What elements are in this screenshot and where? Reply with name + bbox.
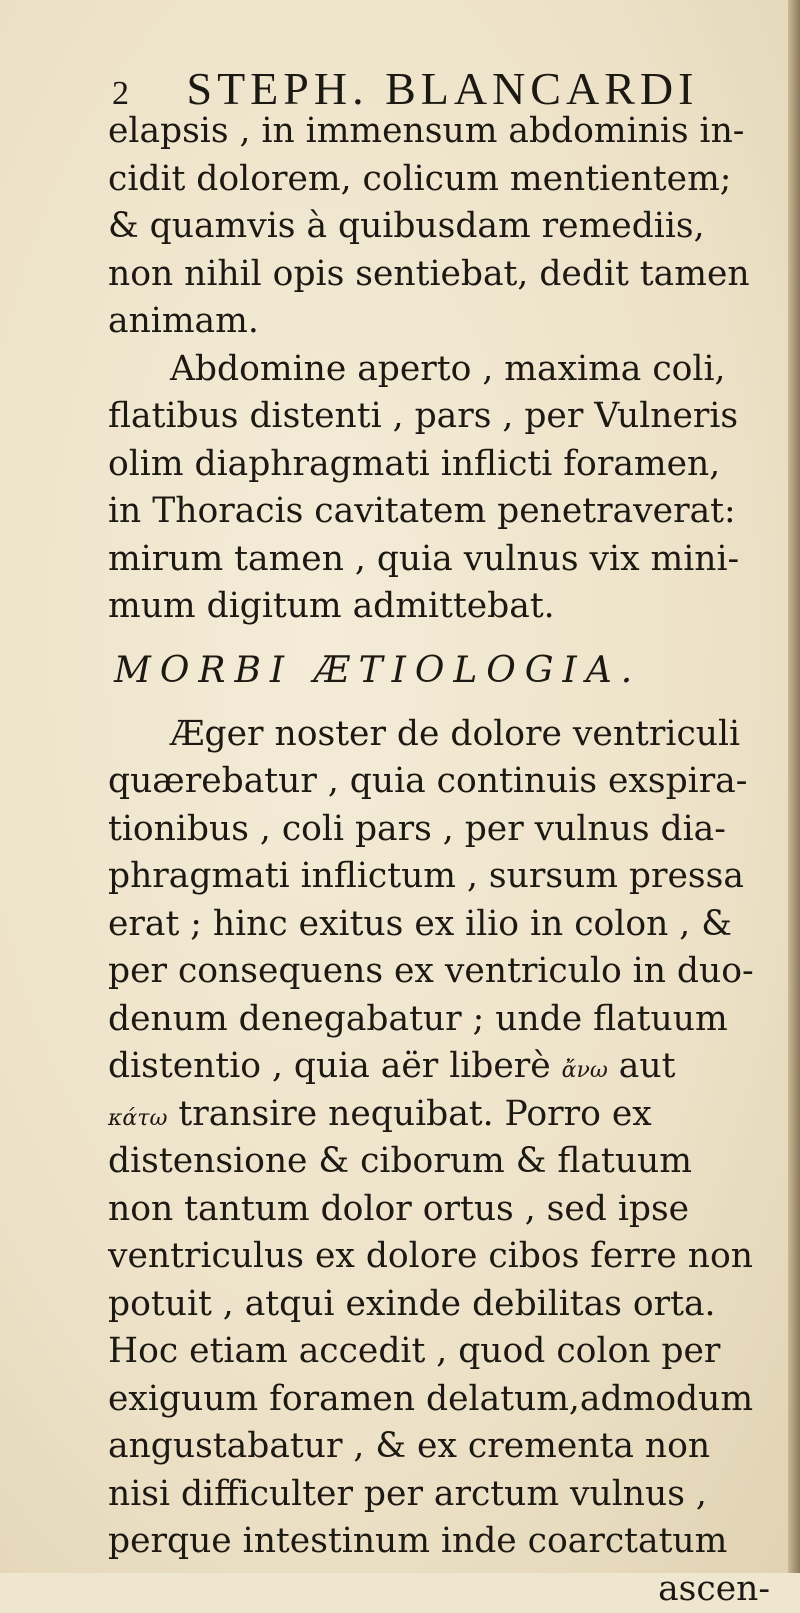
text-line: quærebatur , quia continuis exspira- — [108, 758, 788, 806]
text-line: mum digitum admittebat. — [108, 583, 788, 631]
text-segment: distentio , quia aër liberè — [108, 1046, 562, 1086]
text-line: olim diaphragmati inflicti foramen, — [108, 441, 788, 489]
text-line: distensione & ciborum & flatuum — [108, 1138, 788, 1186]
catchword: ascen- — [108, 1566, 788, 1613]
text-line: elapsis , in immensum abdominis in- — [108, 108, 788, 156]
text-line: flatibus distenti , pars , per Vulneris — [108, 393, 788, 441]
text-line: & quamvis à quibusdam remediis, — [108, 203, 788, 251]
section-heading: MORBI ÆTIOLOGIA. — [108, 631, 788, 711]
text-line: animam. — [108, 298, 788, 346]
text-line: potuit , atqui exinde debilitas orta. — [108, 1281, 788, 1329]
text-line: mirum tamen , quia vulnus vix mini- — [108, 536, 788, 584]
greek-word: ἄνω — [562, 1058, 608, 1083]
text-line: perque intestinum inde coarctatum — [108, 1518, 788, 1566]
running-title: STEPH. BLANCARDI — [187, 63, 699, 114]
text-line: non tantum dolor ortus , sed ipse — [108, 1186, 788, 1234]
text-line: nisi difficulter per arctum vulnus , — [108, 1471, 788, 1519]
text-line: erat ; hinc exitus ex ilio in colon , & — [108, 901, 788, 949]
text-line: Hoc etiam accedit , quod colon per — [108, 1328, 788, 1376]
text-line: per consequens ex ventriculo in duo- — [108, 948, 788, 996]
text-line: Abdomine aperto , maxima coli, — [108, 346, 788, 394]
page-number: 2 — [112, 75, 134, 112]
text-line: Æger noster de dolore ventriculi — [108, 711, 788, 759]
text-line: cidit dolorem, colicum mentientem; — [108, 156, 788, 204]
greek-word: κάτω — [108, 1106, 167, 1131]
text-line: in Thoracis cavitatem penetraverat: — [108, 488, 788, 536]
text-line: angustabatur , & ex crementa non — [108, 1423, 788, 1471]
text-body — [108, 108, 788, 1613]
page-gutter-shadow — [788, 0, 800, 1573]
text-segment: transire nequibat. Porro ex — [167, 1094, 651, 1134]
text-line-with-greek — [108, 1043, 788, 1091]
text-segment: aut — [608, 1046, 676, 1086]
text-line: ventriculus ex dolore cibos ferre non — [108, 1233, 788, 1281]
text-line: non nihil opis sentiebat, dedit tamen — [108, 251, 788, 299]
text-line: phragmati inflictum , sursum pressa — [108, 853, 788, 901]
text-line: tionibus , coli pars , per vulnus dia- — [108, 806, 788, 854]
text-line-with-greek — [108, 1091, 788, 1139]
text-line: exiguum foramen delatum,admodum — [108, 1376, 788, 1424]
text-line: denum denegabatur ; unde flatuum — [108, 996, 788, 1044]
